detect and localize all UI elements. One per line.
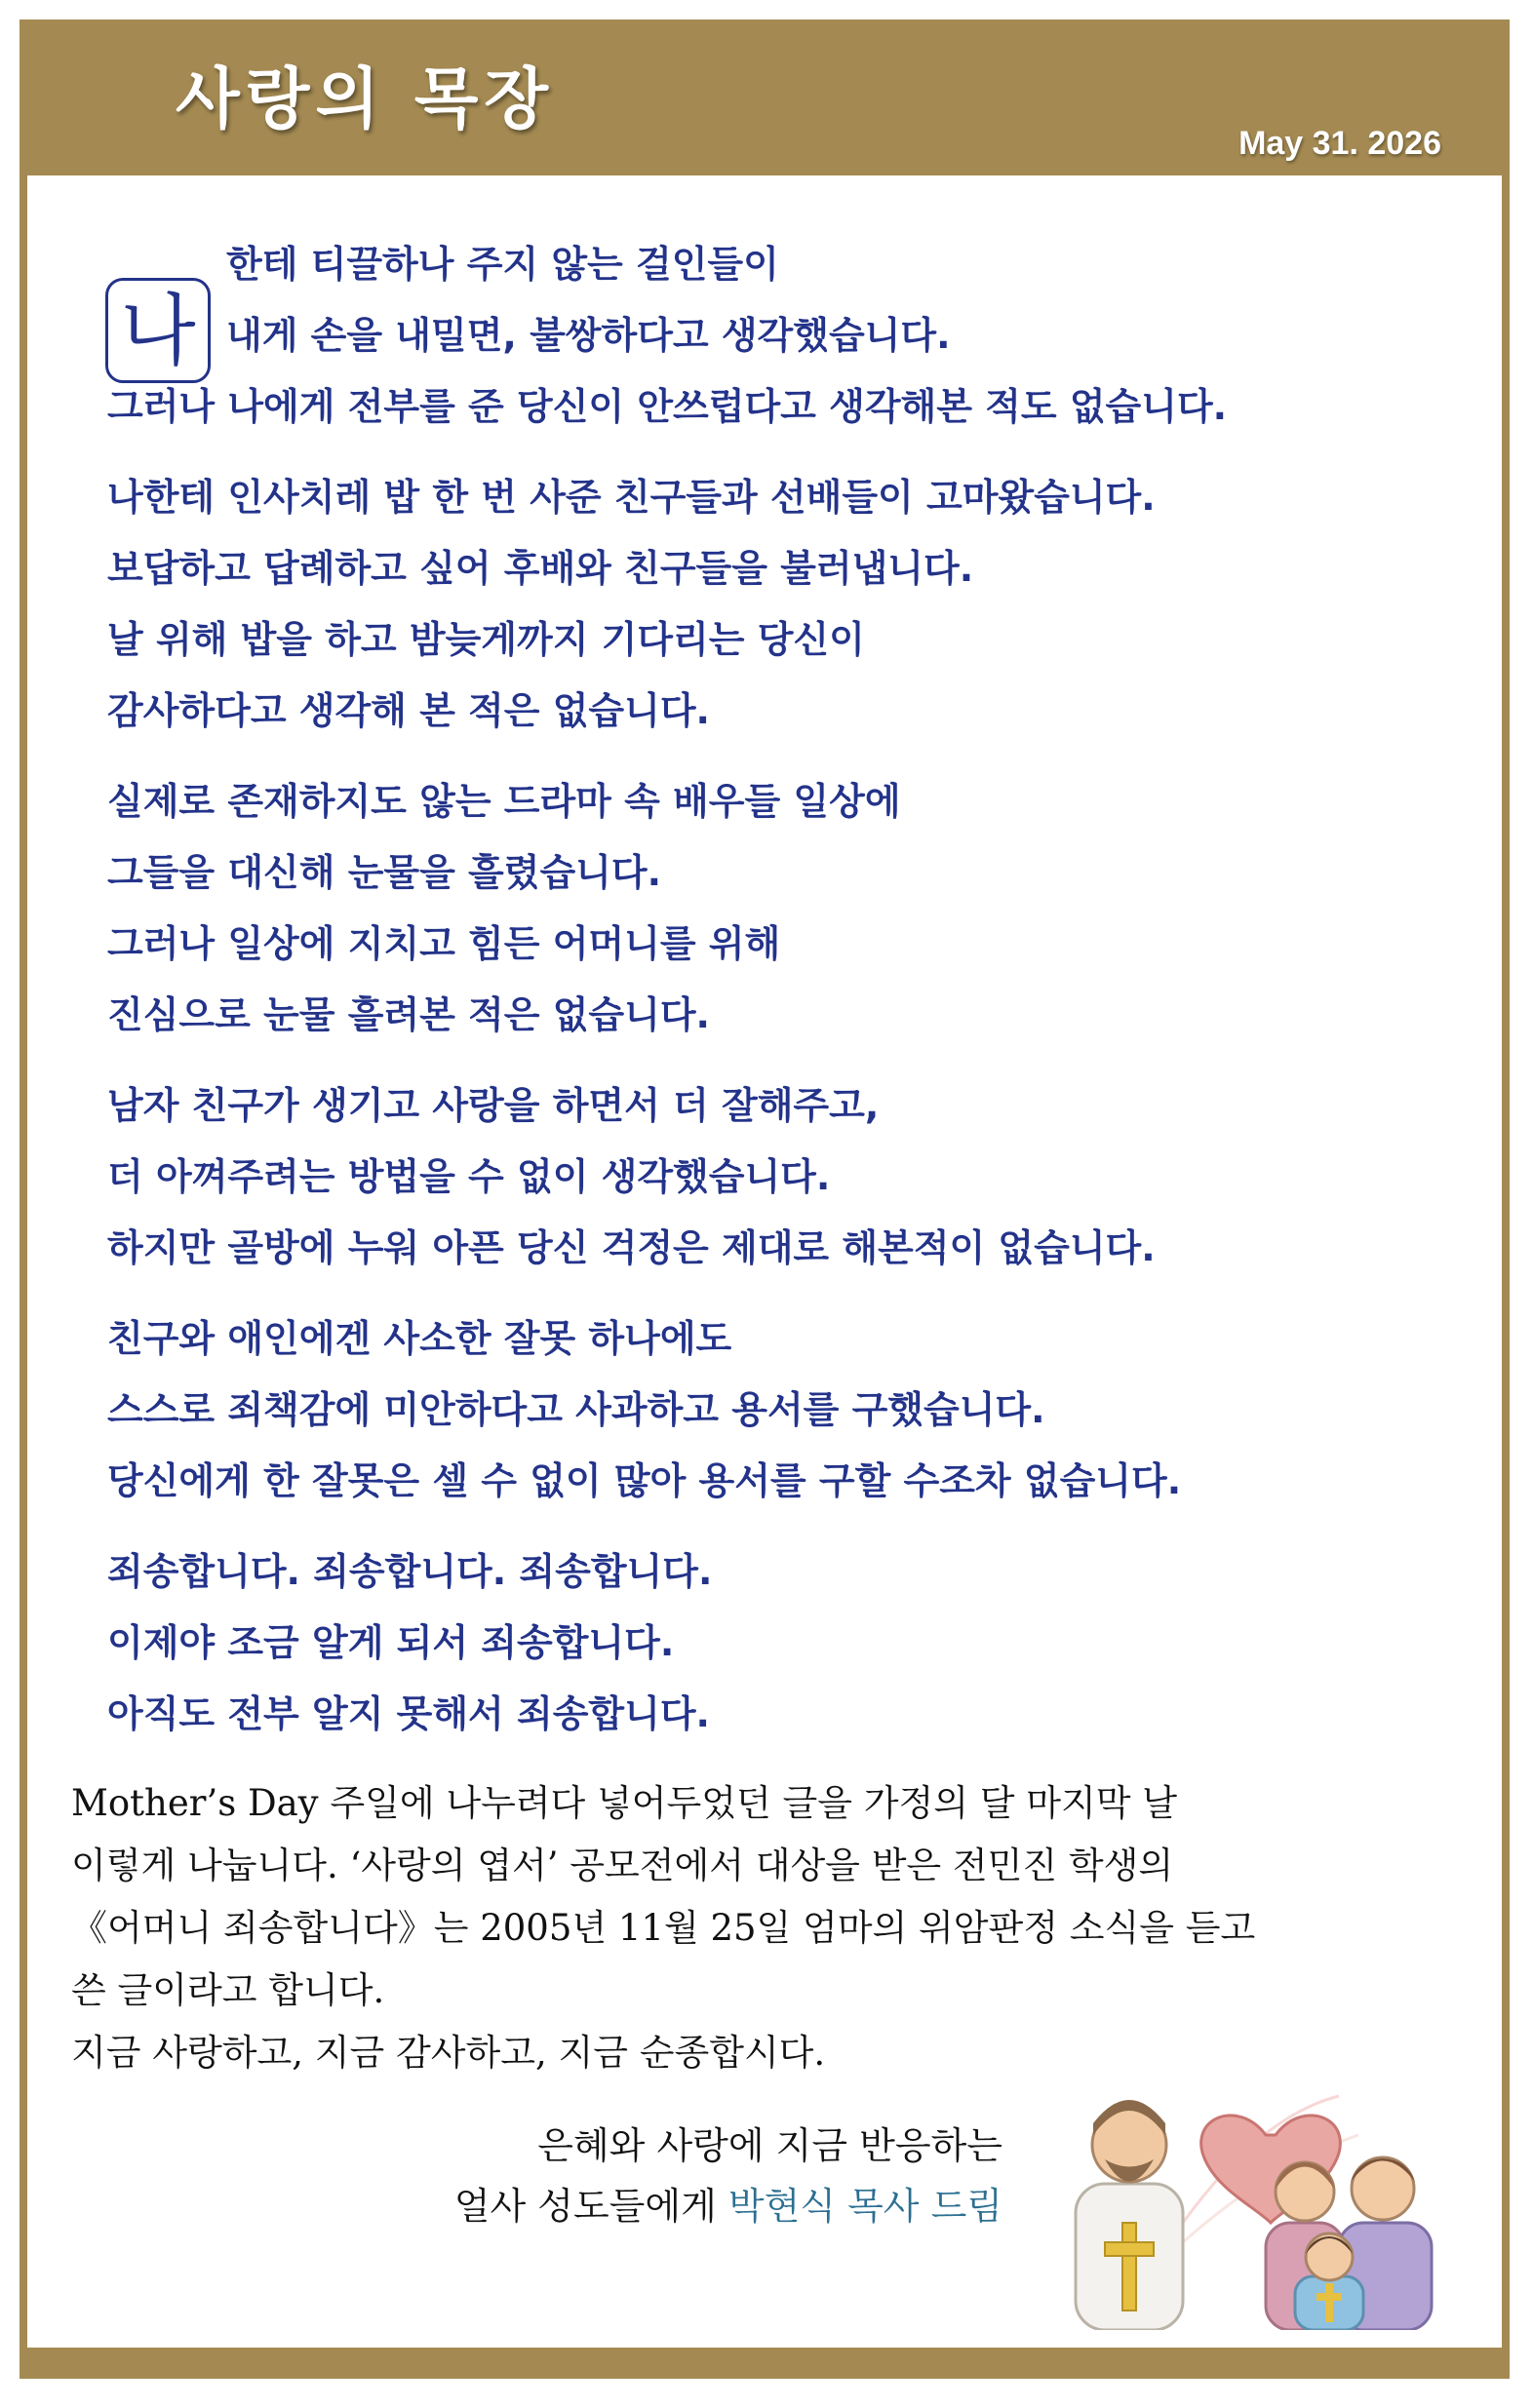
poem-line-text: 한테 티끌하나 주지 않는 걸인들이 [226,243,779,286]
page-frame [20,19,1510,2379]
poem-line: 하지만 골방에 누워 아픈 당신 걱정은 제대로 해본적이 없습니다. [107,1226,1156,1269]
poem-line: 그러나 나에게 전부를 준 당신이 안쓰럽다고 생각해본 적도 없습니다. [107,385,1228,428]
poem-line: 당신에게 한 잘못은 셀 수 없이 많아 용서를 구할 수조차 없습니다. [107,1459,1182,1502]
note-line: 《어머니 죄송합니다》는 2005년 11월 25일 엄마의 위암판정 소식을 듣고 [71,1907,1256,1949]
stanza-6 [107,1536,1473,1750]
stanza-3 [107,766,1473,1051]
poem-line: 실제로 존재하지도 않는 드라마 속 배우들 일상에 [107,780,901,823]
poem-line: 죄송합니다. 죄송합니다. 죄송합니다. [107,1550,713,1593]
page-title: 사랑의 목장 [176,61,555,138]
poem-line: 아직도 전부 알지 못해서 죄송합니다. [107,1692,710,1735]
pastor-note [71,1772,1475,2084]
stanza-1 [107,229,1473,443]
poem-line: 감사하다고 생각해 본 적은 없습니다. [107,689,710,732]
poem-line: 남자 친구가 생기고 사랑을 하면서 더 잘해주고, [107,1084,880,1127]
cross-icon [1122,2223,1136,2311]
pastor-name: 박현식 목사 드림 [727,2185,1002,2228]
pastor-family-heart-illustration [1037,2077,1466,2330]
content-panel [27,175,1502,2348]
poem-line: 스스로 죄책감에 미안하다고 사과하고 용서를 구했습니다. [107,1388,1045,1431]
stanza-2 [107,462,1473,747]
poem [107,229,1473,1769]
poem-line: 나한테 인사치레 밥 한 번 사준 친구들과 선배들이 고마왔습니다. [107,476,1156,519]
date-label: May 31. 2026 [1238,125,1441,162]
note-line: 쓴 글이라고 합니다. [71,1969,385,2011]
poem-line: 그들을 대신해 눈물을 흘렸습니다. [107,851,662,894]
note-line: 이렇게 나눕니다. ‘사랑의 엽서’ 공모전에서 대상을 받은 전민진 학생의 [71,1845,1174,1886]
stanza-4 [107,1070,1473,1284]
signature-line-1: 은혜와 사랑에 지금 반응하는 [537,2124,1002,2167]
poem-line: 더 아껴주려는 방법을 수 없이 생각했습니다. [107,1155,831,1198]
poem-line: 그러나 일상에 지치고 힘든 어머니를 위해 [107,922,781,965]
header-bar [20,19,1510,175]
poem-line: 진심으로 눈물 흘려본 적은 없습니다. [107,993,710,1036]
poem-line: 날 위해 밥을 하고 밤늦게까지 기다리는 당신이 [107,618,865,661]
poem-line: 친구와 애인에겐 사소한 잘못 하나에도 [107,1317,732,1360]
poem-line: 이제야 조금 알게 되서 죄송합니다. [107,1621,675,1664]
note-line: 지금 사랑하고, 지금 감사하고, 지금 순종합시다. [71,2032,826,2074]
signature-recipient: 얼사 성도들에게 [453,2185,728,2228]
signature-line-2 [320,2176,1002,2230]
poem-line: 내게 손을 내밀면, 불쌍하다고 생각했습니다. [226,314,951,357]
drop-cap: 나 [105,278,211,383]
note-line: Mother’s Day 주일에 나누려다 넣어두었던 글을 가정의 달 마지막 날 [71,1782,1177,1824]
poem-line: 보답하고 답례하고 싶어 후배와 친구들을 불러냅니다. [107,547,974,590]
stanza-5 [107,1303,1473,1517]
